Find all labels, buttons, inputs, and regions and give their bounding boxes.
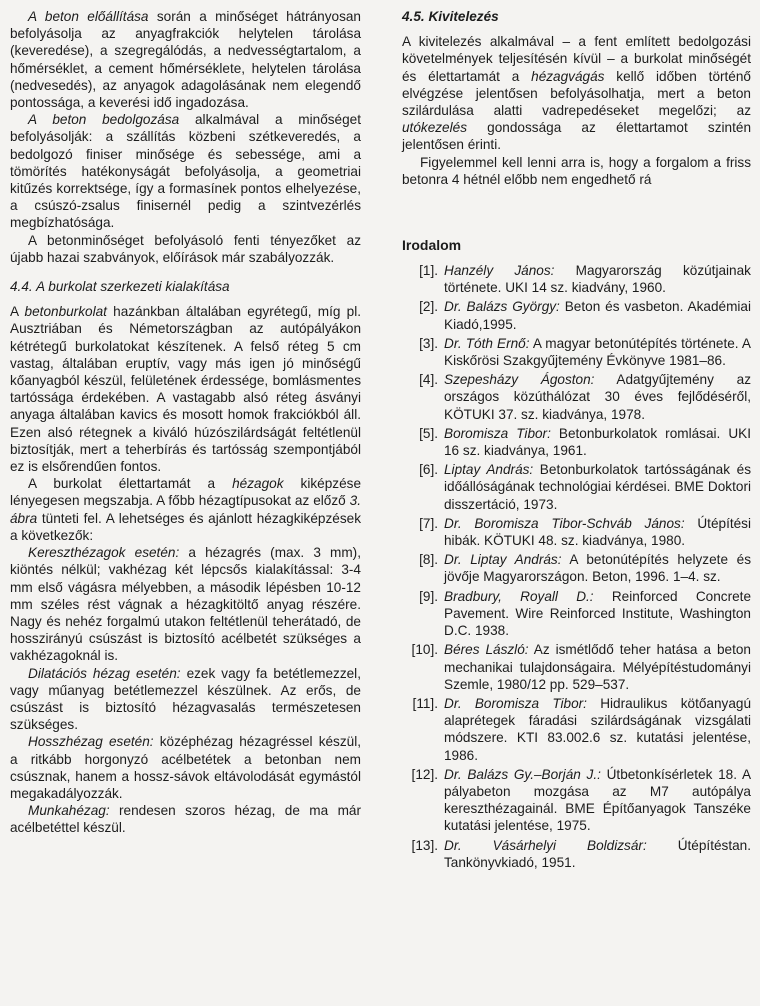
reference-item bbox=[402, 695, 751, 764]
reference-item bbox=[402, 425, 751, 459]
emphasis-text: A beton előállítása bbox=[28, 9, 149, 24]
emphasis-text: Hanzély János: bbox=[444, 263, 555, 279]
paragraph-munkahezag: Munkahézag: rendesen szoros hézag, de ma már acélbetéttel készül. bbox=[10, 803, 361, 836]
reference-number: [2]. bbox=[419, 299, 438, 315]
paragraph-hosszhezag: Hosszhézag esetén: középhézag hézagréssel készül, a ritkább horgonyzó acélbetétek a betonban nem csúsznak, hanem a hossz-sávok eltávolodását egymástól megakadályozzák. bbox=[10, 734, 361, 801]
emphasis-text: Dilatációs hézag esetén: bbox=[28, 665, 181, 681]
reference-number: [6]. bbox=[419, 462, 438, 478]
emphasis-text: Szepesházy Ágoston: bbox=[444, 372, 595, 388]
reference-text: Dr. Tóth Ernő: A magyar betonútépítés története. A Kiskőrösi Szakgyűjtemény Évkönyve 1981–86. bbox=[444, 335, 751, 369]
emphasis-text: Dr. Boromisza Tibor-Schváb János: bbox=[444, 515, 685, 531]
left-column bbox=[10, 8, 361, 837]
paragraph-hezagok: A burkolat élettartamát a hézagok kiképzése lényegesen megszabja. A főbb hézagtípusokat az előző 3. ábra tünteti fel. A lehetséges és ajánlott hézagkiképzések a következők: bbox=[10, 476, 362, 543]
reference-number: [3]. bbox=[419, 335, 438, 351]
reference-text: Hanzély János: Magyarország közútjainak története. UKI 14 sz. kiadvány, 1960. bbox=[444, 263, 751, 296]
reference-item bbox=[402, 588, 751, 640]
reference-number: [13]. bbox=[411, 837, 438, 853]
reference-number: [10]. bbox=[411, 642, 438, 658]
paragraph-kivitelezes: A kivitelezés alkalmával – a fent említett bedolgozási követelmények teljesítésén kívül – a burkolat minőségét és élettartamát a hézagvágás kellő időben történő elvégzése jelentősen befolyásolhatja, mert a beton szilárdulása alatti vadrepedéseket megelőzi; az utókezelés gondossága az élettartamot szintén jelentősen érinti. bbox=[402, 34, 751, 153]
emphasis-text: Dr. Vásárhelyi Boldizsár: bbox=[444, 837, 647, 853]
reference-number: [5]. bbox=[419, 425, 438, 441]
reference-item bbox=[402, 766, 751, 835]
reference-text: Dr. Boromisza Tibor: Hidraulikus kötőanyagú alaprétegek fáradási szilárdságának vizsgálati módszere. KTI 83.002.6 sz. kutatási jelentése, 1986. bbox=[444, 695, 751, 763]
emphasis-text: 3. ábra bbox=[10, 493, 361, 526]
reference-text: Dr. Balázs Gy.–Borján J.: Útbetonkísérletek 18. A pályabeton mozgása az M7 autópálya kereszthézagainál. BME Építőanyagok Tanszéke kutatási jelentése, 1975. bbox=[444, 766, 752, 834]
emphasis-text: Boromisza Tibor: bbox=[444, 425, 551, 441]
reference-number: [7]. bbox=[419, 515, 438, 531]
paragraph-beton-bedolgozasa: A beton bedolgozása alkalmával a minőséget befolyásolják: a szállítás közbeni szétkeveredés, a bedolgozó finiser minősége és sebessége, ami a tömörítés hatékonyságát befolyásolja, a geometriai kitűzés korrektsége, így a formasínek pontos elhelyezése, a csúszó-zsalus finisernél pedig a szintvezérlés megbízhatósága. bbox=[10, 112, 362, 231]
emphasis-text: Béres László: bbox=[444, 642, 529, 658]
emphasis-text: A beton bedolgozása bbox=[28, 112, 180, 128]
section-heading-4-5: 4.5. Kivitelezés bbox=[402, 9, 499, 24]
reference-list bbox=[402, 262, 751, 871]
reference-number: [12]. bbox=[411, 766, 438, 782]
emphasis-text: Kereszthézagok esetén: bbox=[28, 545, 180, 561]
emphasis-text: Dr. Balázs Gy.–Borján J.: bbox=[444, 766, 601, 782]
reference-text: Bradbury, Royall D.: Reinforced Concrete Pavement. Wire Reinforced Institute, Washington D.C. 1938. bbox=[444, 588, 752, 639]
paragraph-beton-eloallitasa: A beton előállítása során a minőséget hátrányosan befolyásolja az anyagfrakciók helytelen tárolása (keveredése), a szegregálódás, a nedvességtartalom, a hőmérséklet, a cement hőmérséklete, helytelen tárolása (nedvesedés), az anyagok adagolásának nem elegendő pontossága, a keverési idő ingadozása. bbox=[10, 9, 361, 111]
emphasis-text: Dr. Tóth Ernő: bbox=[444, 335, 530, 351]
section-heading-4-4: 4.4. A burkolat szerkezeti kialakítása bbox=[10, 279, 230, 295]
emphasis-text: Dr. Boromisza Tibor: bbox=[444, 695, 587, 711]
reference-item bbox=[402, 262, 751, 296]
paragraph-dilatacios-hezag: Dilatációs hézag esetén: ezek vagy fa betétlemezzel, vagy műanyag betétlemezzel készülnek. Az erős, de csúszást is biztosító hézagvasalás természetesen szükséges. bbox=[10, 665, 361, 733]
emphasis-text: hézagok bbox=[232, 476, 284, 492]
emphasis-text: Bradbury, Royall D.: bbox=[444, 588, 594, 604]
emphasis-text: Munkahézag: bbox=[28, 803, 110, 819]
emphasis-text: betonburkolat bbox=[24, 304, 107, 320]
reference-text: Dr. Boromisza Tibor-Schváb János: Útépítési hibák. KÖTUKI 48. sz. kiadványa, 1980. bbox=[444, 515, 752, 549]
reference-item bbox=[402, 837, 751, 871]
references-heading: Irodalom bbox=[402, 237, 462, 254]
reference-text: Dr. Liptay András: A betonútépítés helyzete és jövője Magyarországon. Beton, 1996. 1–4. sz. bbox=[444, 552, 751, 585]
reference-item bbox=[402, 515, 751, 549]
reference-text: Szepesházy Ágoston: Adatgyűjtemény az országos közúthálózat 30 éves fejlődéséről, KÖTUKI 37. sz. kiadványa, 1978. bbox=[444, 372, 751, 422]
reference-item bbox=[402, 371, 751, 423]
paragraph-forgalom: Figyelemmel kell lenni arra is, hogy a forgalom a friss betonra 4 hétnél előbb nem engedhető rá bbox=[402, 154, 751, 187]
reference-item bbox=[402, 335, 751, 369]
reference-text: Boromisza Tibor: Betonburkolatok romlásai. UKI 16 sz. kiadványa, 1961. bbox=[444, 425, 751, 459]
paragraph-kereszthezagok: Kereszthézagok esetén: a hézagrés (max. 3 mm), kiöntés nélkül; vakhézag két lépcsős kialakítással: 3-4 mm első vágásra mélyebben, a második lépésben 10-12 mm széles rést vágnak a hézagkitöltő anyag részére. Nagy és nehéz forgalmú utakon feltétlenül teherátadó, de hosszirányú csúszást is biztosító acélbetét szükséges a vakhézagoknál is. bbox=[10, 545, 361, 664]
reference-item bbox=[402, 461, 751, 513]
emphasis-text: Liptay András: bbox=[444, 462, 534, 478]
reference-number: [1]. bbox=[419, 263, 438, 279]
emphasis-text: Dr. Balázs György: bbox=[444, 299, 560, 315]
emphasis-text: Hosszhézag esetén: bbox=[28, 734, 154, 750]
reference-item bbox=[402, 298, 751, 332]
reference-item bbox=[402, 551, 751, 585]
emphasis-text: Dr. Liptay András: bbox=[444, 552, 562, 568]
paragraph-betonburkolat: A betonburkolat hazánkban általában egyrétegű, míg pl. Ausztriában és Németországban az autópályákon kétrétegű burkolatokat készítenek. A felső réteg 5 cm vastag, általában eruptív, vagy más igen jó minőségű kőanyagból készül, felületének érdessége, bomlásmentes tartóssága érdekében. A vastagabb alsó réteg ásványi anyaga általában kavics és mosott homok frakciókból áll. Ezen alsó rétegnek a kiváló húzószilárdságát feltétlenül biztosítják, mert a teherbírás és tartósság szempontjából ez is elsőrendűen fontos. bbox=[10, 304, 361, 475]
reference-text: Dr. Vásárhelyi Boldizsár: Útépítéstan. Tankönyvkiadó, 1951. bbox=[444, 837, 752, 870]
reference-number: [8]. bbox=[419, 552, 438, 568]
paragraph-szabalyozas: A betonminőséget befolyásoló fenti tényezőket az újabb hazai szabványok, előírások már szabályozzák. bbox=[10, 232, 361, 265]
reference-number: [11]. bbox=[412, 695, 438, 711]
reference-item bbox=[402, 641, 751, 693]
reference-text: Dr. Balázs György: Beton és vasbeton. Akadémiai Kiadó,1995. bbox=[444, 299, 752, 332]
reference-text: Liptay András: Betonburkolatok tartósságának és időállóságának technológiai kérdései. BME Doktori disszertáció, 1973. bbox=[444, 462, 751, 512]
right-column bbox=[402, 8, 751, 873]
emphasis-text: utókezelés bbox=[402, 120, 467, 136]
emphasis-text: hézagvágás bbox=[531, 68, 605, 84]
reference-number: [4]. bbox=[419, 372, 438, 388]
reference-text: Béres László: Az ismétlődő teher hatása a beton mechanikai tulajdonságaira. Mélyépítéstudományi Szemle, 1980/12 pp. 529–537. bbox=[444, 642, 751, 692]
reference-number: [9]. bbox=[419, 588, 438, 604]
